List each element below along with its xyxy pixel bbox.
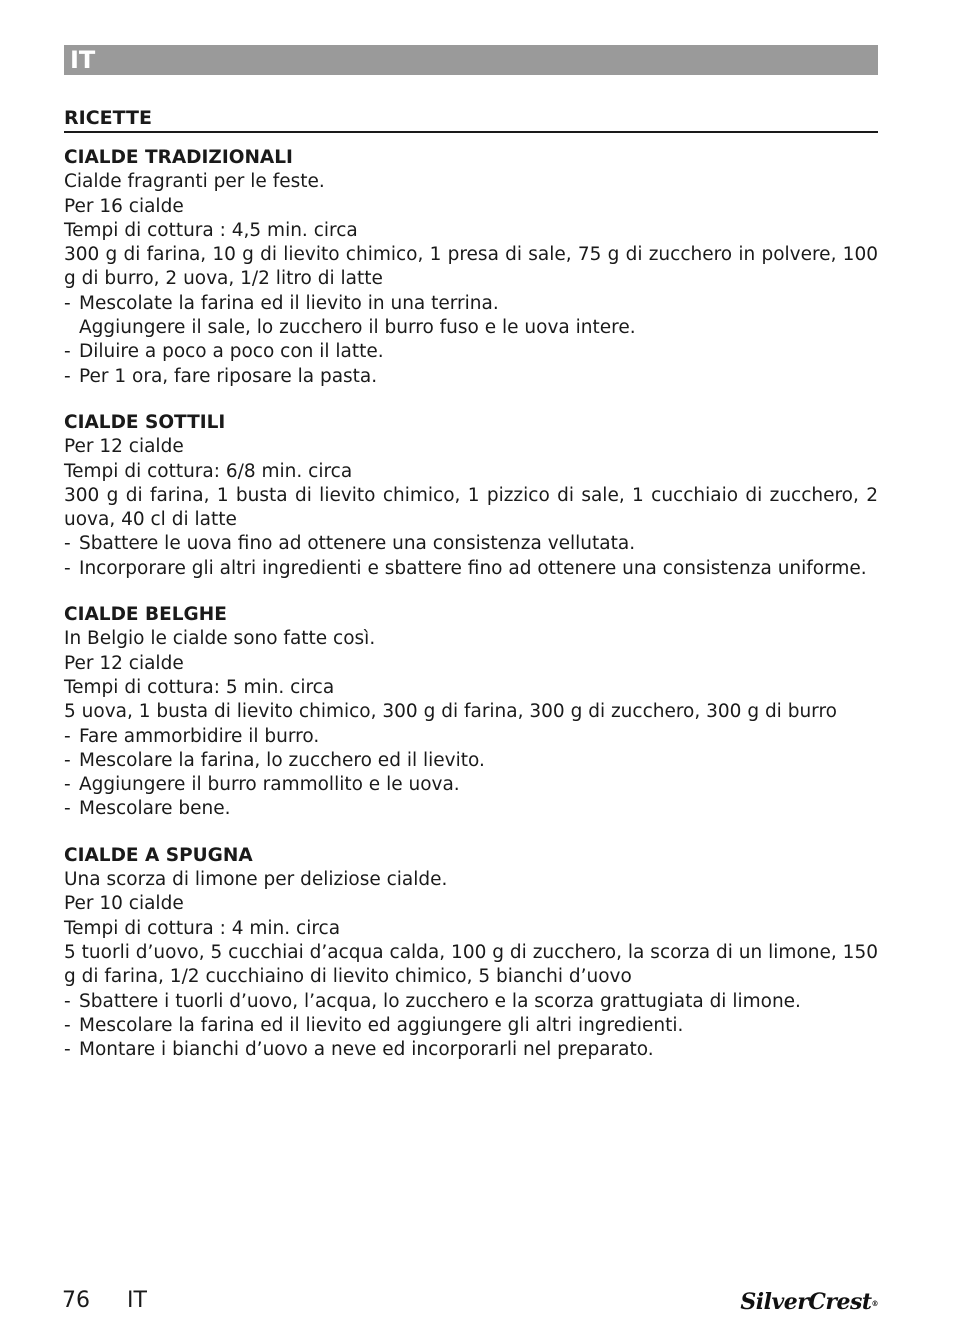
recipe-step: - Mescolare bene. — [64, 797, 878, 821]
footer-language: IT — [127, 1288, 147, 1313]
recipe-ingredients: 300 g di farina, 1 busta di lievito chimico, 1 pizzico di sale, 1 cucchiaio di zucchero, 2 uova, 40 cl di latte — [64, 484, 878, 531]
brand-name: SilverCrest — [740, 1289, 872, 1315]
language-tab-bar — [64, 45, 878, 75]
recipe-yield: Per 16 cialde — [64, 195, 184, 217]
recipe-title: CIALDE A SPUGNA — [64, 844, 253, 866]
recipe-cook-time: Tempi di cottura: 6/8 min. circa — [64, 460, 353, 482]
brand-logo — [740, 1289, 878, 1315]
recipe-step: - Mescolare la farina ed il lievito ed aggiungere gli altri ingredienti. — [64, 1014, 878, 1038]
recipe-yield: Per 10 cialde — [64, 893, 184, 915]
recipe-description: Una scorza di limone per deliziose cialde. — [64, 869, 448, 891]
recipe-step: - Mescolare la farina, lo zucchero ed il lievito. — [64, 749, 878, 773]
recipe-ingredients: 300 g di farina, 10 g di lievito chimico, 1 presa di sale, 75 g di zucchero in polvere, 100 g di burro, 2 uova, 1/2 litro di latte — [64, 244, 878, 290]
recipe-traditional — [64, 146, 878, 389]
recipe-yield: Per 12 cialde — [64, 652, 184, 674]
recipe-step: - Fare ammorbidire il burro. — [64, 725, 878, 749]
recipe-steps — [64, 725, 878, 822]
recipe-step: - Aggiungere il burro rammollito e le uova. — [64, 773, 878, 797]
recipe-step: - Incorporare gli altri ingredienti e sbattere fino ad ottenere una consistenza uniforme. — [64, 557, 878, 581]
recipe-yield: Per 12 cialde — [64, 436, 184, 458]
recipe-steps — [64, 292, 878, 389]
recipe-steps — [64, 532, 878, 581]
registered-mark: ® — [871, 1299, 878, 1308]
recipe-ingredients: 5 uova, 1 busta di lievito chimico, 300 g di farina, 300 g di zucchero, 300 g di burro — [64, 701, 837, 723]
recipe-step: - Diluire a poco a poco con il latte. — [64, 340, 878, 364]
recipe-title: CIALDE TRADIZIONALI — [64, 147, 293, 168]
recipes-content — [64, 146, 878, 1084]
section-title: RICETTE — [64, 106, 878, 133]
recipe-description: In Belgio le cialde sono fatte così. — [64, 628, 376, 650]
language-tab-label: IT — [70, 46, 96, 74]
recipe-step: - Per 1 ora, fare riposare la pasta. — [64, 365, 878, 389]
recipe-step-text: Mescolate la farina ed il lievito in una terrina. — [79, 292, 499, 314]
recipe-step: - Montare i bianchi d’uovo a neve ed incorporarli nel preparato. — [64, 1038, 878, 1062]
recipe-step — [64, 292, 878, 341]
recipe-step: - Sbattere le uova fino ad ottenere una consistenza vellutata. — [64, 532, 878, 556]
recipe-sponge — [64, 844, 878, 1063]
recipe-step: - Sbattere i tuorli d’uovo, l’acqua, lo zucchero e la scorza grattugiata di limone. — [64, 990, 878, 1014]
recipe-description: Cialde fragranti per le feste. — [64, 171, 325, 193]
recipe-belgian — [64, 603, 878, 822]
recipe-ingredients: 5 tuorli d’uovo, 5 cucchiai d’acqua calda, 100 g di zucchero, la scorza di un limone, 150 g di farina, 1/2 cucchiaino di lievito chimico, 5 bianchi d’uovo — [64, 941, 878, 988]
recipe-steps — [64, 990, 878, 1063]
recipe-cook-time: Tempi di cottura : 4 min. circa — [64, 917, 341, 939]
recipe-title: CIALDE BELGHE — [64, 604, 227, 626]
recipe-thin — [64, 411, 878, 581]
recipe-title: CIALDE SOTTILI — [64, 411, 226, 433]
page-number: 76 — [62, 1288, 90, 1313]
recipe-cook-time: Tempi di cottura: 5 min. circa — [64, 676, 335, 698]
recipe-step-continuation: Aggiungere il sale, lo zucchero il burro fuso e le uova intere. — [79, 317, 636, 339]
recipe-cook-time: Tempi di cottura : 4,5 min. circa — [64, 219, 358, 241]
